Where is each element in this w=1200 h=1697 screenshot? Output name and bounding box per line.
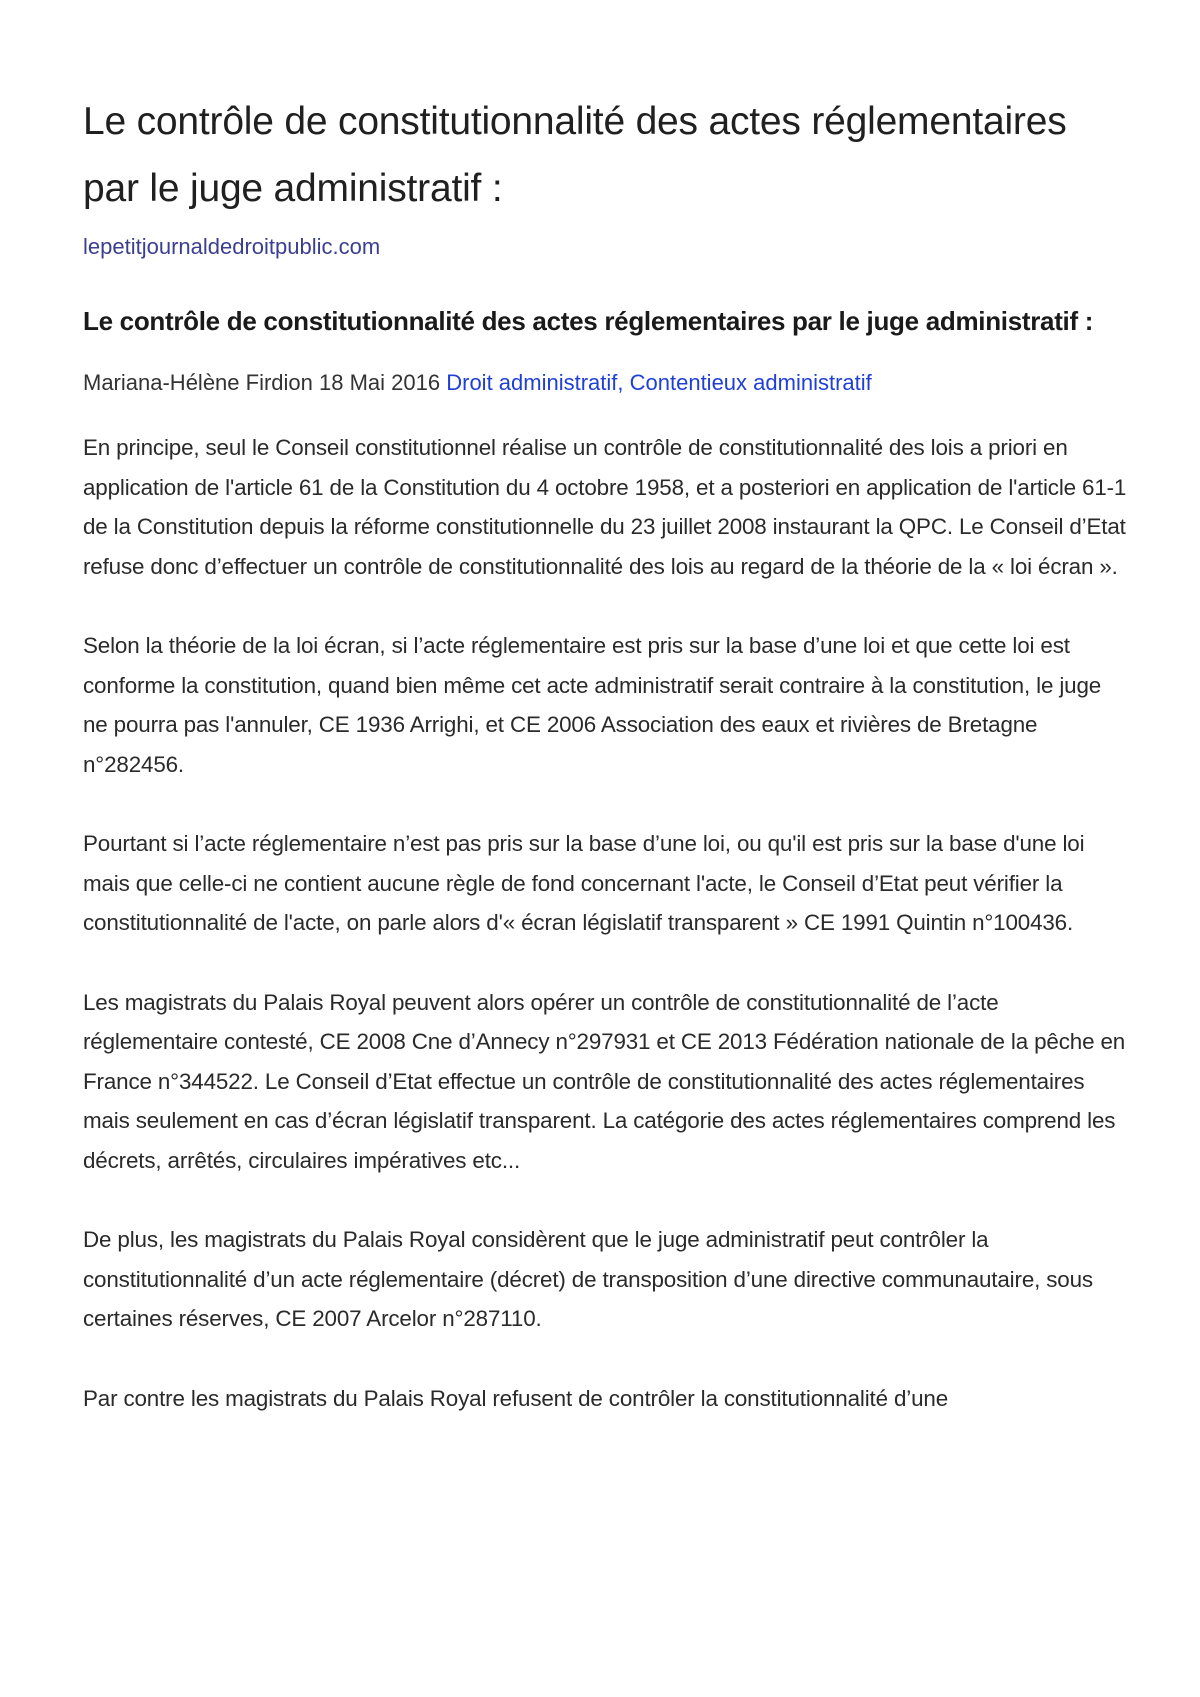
- document-page: [83, 88, 1128, 1418]
- body-paragraph-6: Par contre les magistrats du Palais Royal refusent de contrôler la constitutionnalité d’une: [83, 1385, 949, 1411]
- page-title: Le contrôle de constitutionnalité des actes réglementaires par le juge administratif :: [83, 100, 1067, 210]
- body-paragraph-4: Les magistrats du Palais Royal peuvent alors opérer un contrôle de constitutionnalité de l’acte réglementaire contesté, CE 2008 Cne d’Annecy n°297931 et CE 2013 Fédération nationale de la pêche en France n°344522. Le Conseil d’Etat effectue un contrôle de constitutionnalité des actes réglementaires mais seulement en cas d’écran législatif transparent. La catégorie des actes réglementaires comprend les décrets, arrêtés, circulaires impératives etc...: [83, 989, 1126, 1173]
- category-link-droit-administratif[interactable]: Droit administratif: [446, 370, 618, 395]
- source-link[interactable]: lepetitjournaldedroitpublic.com: [83, 234, 381, 259]
- author-name: Mariana-Hélène Firdion: [83, 370, 313, 395]
- body-paragraph-5: De plus, les magistrats du Palais Royal considèrent que le juge administratif peut contrôler la constitutionnalité d’un acte réglementaire (décret) de transposition d’une directive communautaire, sous certaines réserves, CE 2007 Arcelor n°287110.: [83, 1227, 1093, 1331]
- article-meta: [83, 368, 1128, 398]
- category-separator[interactable]: ,: [617, 370, 630, 395]
- body-paragraph-2: Selon la théorie de la loi écran, si l’acte réglementaire est pris sur la base d’une loi et que cette loi est conforme la constitution, quand bien même cet acte administratif serait contraire à la constitution, le juge ne pourra pas l'annuler, CE 1936 Arrighi, et CE 2006 Association des eaux et rivières de Bretagne n°282456.: [83, 633, 1102, 777]
- publish-date: 18 Mai 2016: [319, 370, 441, 395]
- category-link-contentieux-administratif[interactable]: Contentieux administratif: [629, 370, 872, 395]
- body-paragraph-1: En principe, seul le Conseil constitutionnel réalise un contrôle de constitutionnalité des lois a priori en application de l'article 61 de la Constitution du 4 octobre 1958, et a posteriori en application de l'article 61-1 de la Constitution depuis la réforme constitutionnelle du 23 juillet 2008 instaurant la QPC. Le Conseil d’Etat refuse donc d’effectuer un contrôle de constitutionnalité des lois au regard de la théorie de la « loi écran ».: [83, 435, 1127, 579]
- article-title: Le contrôle de constitutionnalité des actes réglementaires par le juge administratif :: [83, 306, 1094, 336]
- body-paragraph-3: Pourtant si l’acte réglementaire n’est pas pris sur la base d’une loi, ou qu'il est pris sur la base d'une loi mais que celle-ci ne contient aucune règle de fond concernant l'acte, le Conseil d’Etat peut vérifier la constitutionnalité de l'acte, on parle alors d'« écran législatif transparent » CE 1991 Quintin n°100436.: [83, 831, 1085, 935]
